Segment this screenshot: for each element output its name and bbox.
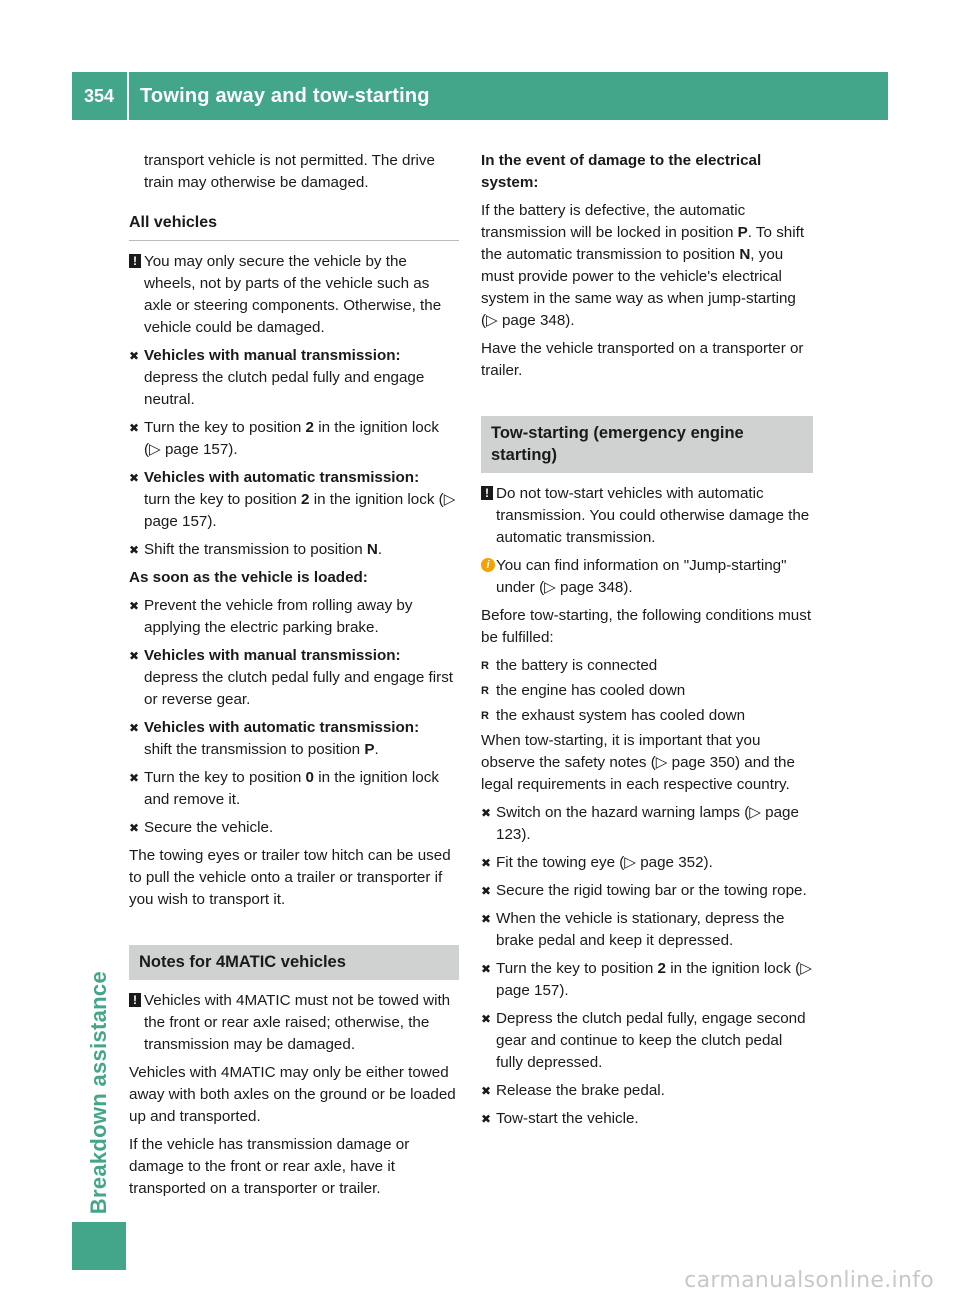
step-text: . xyxy=(377,541,383,558)
electrical-heading: In the event of damage to the electrical system: xyxy=(481,152,762,191)
step-text: turn the key to position xyxy=(144,491,302,508)
condition-text: the battery is connected xyxy=(496,657,658,674)
step-item xyxy=(481,802,813,846)
position-value: P xyxy=(737,224,748,241)
step-arrow-icon: ✖ xyxy=(129,349,140,363)
left-column xyxy=(129,150,459,1206)
intro-paragraph: transport vehicle is not permitted. The drive train may otherwise be damaged. xyxy=(144,152,435,191)
step-bold: Vehicles with manual transmission: xyxy=(144,647,401,664)
warning-text: Vehicles with 4MATIC must not be towed with the front or rear axle raised; otherwise, the transmission may be damaged. xyxy=(144,992,451,1053)
step-item xyxy=(481,908,813,952)
side-section-label xyxy=(72,129,126,1214)
step-arrow-icon: ✖ xyxy=(481,884,492,898)
step-arrow-icon: ✖ xyxy=(481,856,492,870)
step-text: Release the brake pedal. xyxy=(496,1082,665,1099)
bullet-icon: R xyxy=(481,660,489,672)
step-item xyxy=(129,645,459,711)
info-note xyxy=(481,555,813,599)
step-item xyxy=(481,1080,813,1102)
step-text: When the vehicle is stationary, depress the brake pedal and keep it depressed. xyxy=(496,910,785,949)
step-arrow-icon: ✖ xyxy=(129,771,140,785)
position-value: 2 xyxy=(301,491,310,508)
position-value: P xyxy=(364,741,375,758)
page-number: 354 xyxy=(83,85,115,106)
step-arrow-icon: ✖ xyxy=(129,821,140,835)
step-item xyxy=(129,345,459,411)
step-arrow-icon: ✖ xyxy=(129,721,140,735)
page-title: Towing away and tow-starting xyxy=(140,84,430,107)
all-vehicles-heading: All vehicles xyxy=(129,212,459,241)
step-text: Turn the key to position xyxy=(144,769,306,786)
paragraph-4matic-1: Vehicles with 4MATIC may only be either towed away with both axles on the ground or be loaded up and transported. xyxy=(129,1064,456,1125)
step-arrow-icon: ✖ xyxy=(129,649,140,663)
step-arrow-icon: ✖ xyxy=(481,912,492,926)
step-text: Secure the rigid towing bar or the towing rope. xyxy=(496,882,807,899)
transporter-paragraph: Have the vehicle transported on a transporter or trailer. xyxy=(481,340,804,379)
position-value: 2 xyxy=(305,419,314,436)
info-icon: i xyxy=(481,558,495,572)
step-text: depress the clutch pedal fully and engage first or reverse gear. xyxy=(144,669,454,708)
step-text: shift the transmission to position xyxy=(144,741,365,758)
warning-text: You may only secure the vehicle by the wheels, not by parts of the vehicle such as axle or steering components. Otherwise, the vehicle could be damaged. xyxy=(144,253,442,336)
step-text: Depress the clutch pedal fully, engage second gear and continue to keep the clutch pedal fully depressed. xyxy=(496,1010,806,1071)
step-item xyxy=(481,1108,813,1130)
step-bold: Vehicles with automatic transmission: xyxy=(144,469,420,486)
warning-icon: ! xyxy=(129,993,141,1007)
step-text: depress the clutch pedal fully and engage neutral. xyxy=(144,369,425,408)
paragraph-4matic-2: If the vehicle has transmission damage or damage to the front or rear axle, have it transported on a transporter or trailer. xyxy=(129,1136,410,1197)
step-arrow-icon: ✖ xyxy=(481,1084,492,1098)
warning-text: Do not tow-start vehicles with automatic transmission. You could otherwise damage the automatic transmission. xyxy=(496,485,810,546)
right-column xyxy=(481,150,813,1136)
step-item xyxy=(129,417,459,461)
condition-text: the engine has cooled down xyxy=(496,682,686,699)
step-item xyxy=(481,1008,813,1074)
step-arrow-icon: ✖ xyxy=(129,421,140,435)
text: , you must provide power to the vehicle's electrical system in the same way as when jump-starting (▷ page 348). xyxy=(481,246,796,329)
electrical-paragraph xyxy=(481,200,813,332)
step-arrow-icon: ✖ xyxy=(481,1012,492,1026)
step-text: . xyxy=(374,741,379,758)
side-tab-marker xyxy=(72,1222,126,1270)
step-text: in the ignition lock and remove it. xyxy=(144,769,439,808)
step-text: in the ignition lock (▷ page 157). xyxy=(144,419,439,458)
towing-eyes-paragraph: The towing eyes or trailer tow hitch can be used to pull the vehicle onto a trailer or transporter if you wish to transport it. xyxy=(129,847,451,908)
step-text: in the ignition lock (▷ page 157). xyxy=(496,960,812,999)
watermark: carmanualsonline.info xyxy=(684,1268,934,1293)
loaded-heading: As soon as the vehicle is loaded: xyxy=(129,569,368,586)
step-item xyxy=(481,958,813,1002)
step-item xyxy=(129,467,459,533)
condition-item xyxy=(481,680,813,702)
step-arrow-icon: ✖ xyxy=(129,599,140,613)
bullet-icon: R xyxy=(481,710,489,722)
step-text: Tow-start the vehicle. xyxy=(496,1110,639,1127)
condition-item xyxy=(481,655,813,677)
step-text: Turn the key to position xyxy=(496,960,658,977)
warning-note xyxy=(129,251,459,339)
header-divider xyxy=(127,72,129,120)
notes-4matic-heading: Notes for 4MATIC vehicles xyxy=(129,945,459,980)
info-text: You can find information on "Jump-starting" under (▷ page 348). xyxy=(496,557,787,596)
side-section-text: Breakdown assistance xyxy=(86,970,111,1214)
text: . To shift the automatic transmission to position xyxy=(481,224,805,263)
step-bold: Vehicles with automatic transmission: xyxy=(144,719,420,736)
condition-item xyxy=(481,705,813,727)
step-item xyxy=(481,880,813,902)
step-text: Turn the key to position xyxy=(144,419,306,436)
step-arrow-icon: ✖ xyxy=(481,806,492,820)
step-text: Secure the vehicle. xyxy=(144,819,274,836)
step-text: Prevent the vehicle from rolling away by applying the electric parking brake. xyxy=(144,597,413,636)
step-item xyxy=(129,595,459,639)
bullet-icon: R xyxy=(481,685,489,697)
step-text: Shift the transmission to position xyxy=(144,541,367,558)
step-text: Fit the towing eye (▷ page 352). xyxy=(496,854,713,871)
warning-icon: ! xyxy=(481,486,493,500)
position-value: N xyxy=(366,541,378,558)
tow-start-heading: Tow-starting (emergency engine starting) xyxy=(481,416,813,473)
step-item xyxy=(129,539,459,561)
position-value: N xyxy=(739,246,751,263)
step-text: in the ignition lock (▷ page 157). xyxy=(144,491,456,530)
warning-note xyxy=(481,483,813,549)
safety-paragraph: When tow-starting, it is important that you observe the safety notes (▷ page 350) and the legal requirements in each respective country. xyxy=(481,732,795,793)
step-item xyxy=(129,817,459,839)
warning-note xyxy=(129,990,459,1056)
step-arrow-icon: ✖ xyxy=(481,962,492,976)
step-item xyxy=(481,852,813,874)
warning-icon: ! xyxy=(129,254,141,268)
step-arrow-icon: ✖ xyxy=(129,543,140,557)
position-value: 2 xyxy=(657,960,666,977)
step-item xyxy=(129,767,459,811)
conditions-intro: Before tow-starting, the following conditions must be fulfilled: xyxy=(481,607,812,646)
step-arrow-icon: ✖ xyxy=(129,471,140,485)
step-item xyxy=(129,717,459,761)
text: If the battery is defective, the automatic transmission will be locked in position xyxy=(481,202,746,241)
position-value: 0 xyxy=(305,769,314,786)
step-bold: Vehicles with manual transmission: xyxy=(144,347,401,364)
condition-text: the exhaust system has cooled down xyxy=(496,707,746,724)
step-text: Switch on the hazard warning lamps (▷ page 123). xyxy=(496,804,799,843)
step-arrow-icon: ✖ xyxy=(481,1112,492,1126)
